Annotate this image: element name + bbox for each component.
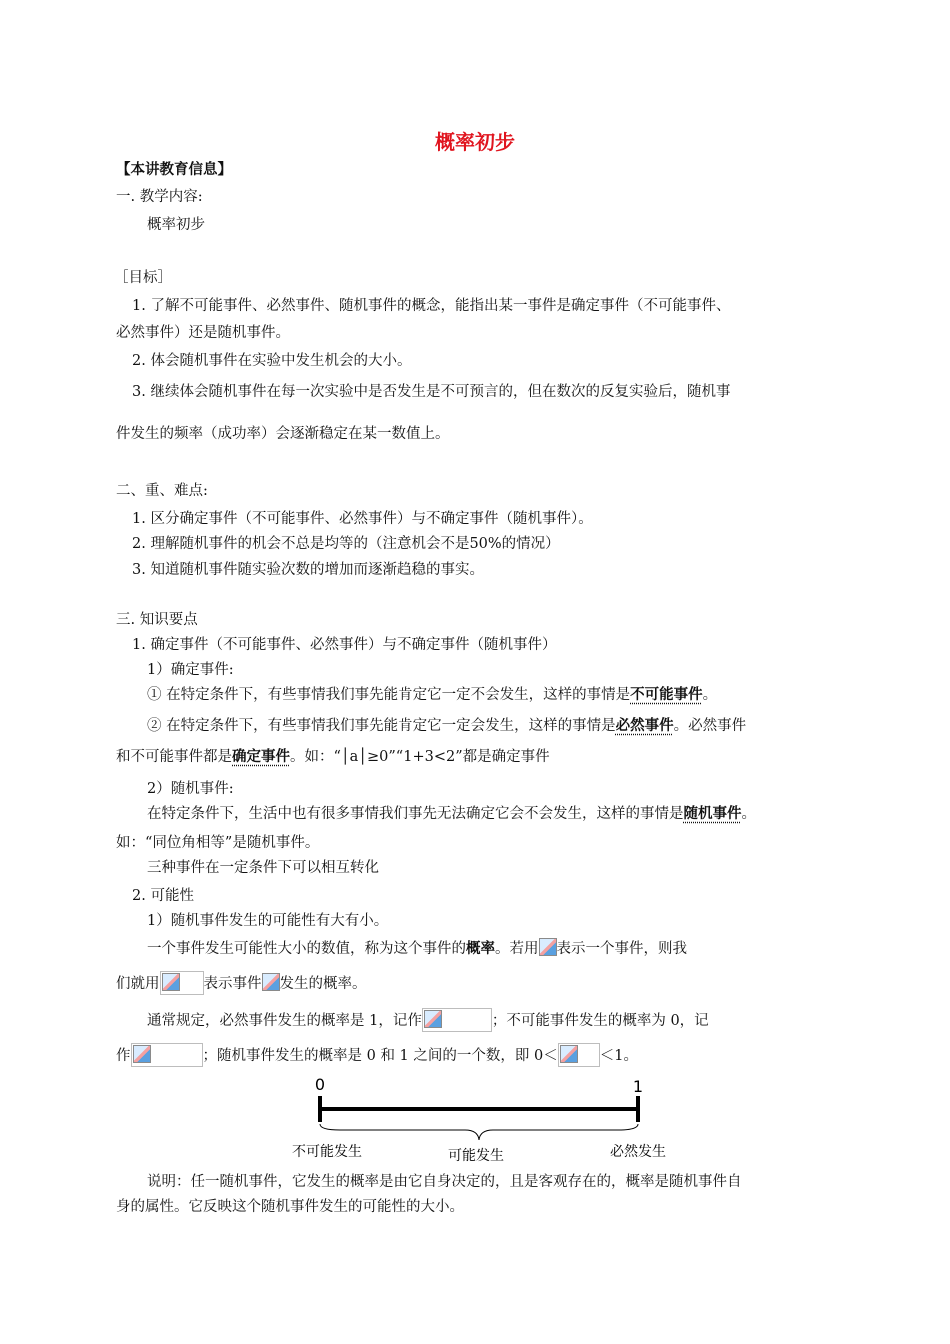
broken-image-icon [424,1010,442,1028]
text: 。若用 [495,941,539,957]
page-title: 概率初步 [435,130,515,154]
broken-image-icon [262,973,280,991]
text: 表示事件 [203,976,262,992]
label-impossible: 不可能发生 [292,1144,362,1160]
random-event-line-3: 三种事件在一定条件下可以相互转化 [147,860,379,876]
goals-heading: ［目标］ [114,270,172,286]
text: 。如：“│a│≥0”“1+3<2”都是确定事件 [290,749,550,765]
probability-line-1 [147,938,687,959]
text: ；不可能事件发生的概率为 0，记 [491,1013,709,1029]
text: ；随机事件发生的概率是 0 和 1 之间的一个数，即 0＜ [202,1048,558,1064]
text: 。 [702,687,718,703]
label-possible: 可能发生 [448,1148,504,1164]
text: 。 [741,806,756,822]
key-point-3: 3. 知道随机事件随实验次数的增加而逐渐趋稳的事实。 [132,562,484,578]
term-determined-event: 确定事件 [232,749,290,765]
certain-event-line-3 [116,747,550,767]
knowledge-2: 2. 可能性 [132,888,194,904]
probability-line-4 [116,1043,638,1067]
knowledge-2-1: 1）随机事件发生的可能性有大有小。 [147,913,389,929]
text: ＜1。 [599,1048,638,1064]
formula-placeholder [558,1043,600,1067]
section-3-heading: 三. 知识要点 [116,612,198,628]
text: 作 [116,1048,131,1064]
broken-image-icon [162,973,180,991]
note-line-1: 说明：任一随机事件，它发生的概率是由它自身决定的，且是客观存在的，概率是随机事件自 [147,1174,742,1190]
text: 发生的概率。 [279,976,367,992]
term-random-event: 随机事件 [683,806,742,822]
note-line-2: 身的属性。它反映这个随机事件发生的可能性的大小。 [116,1199,464,1215]
term-impossible-event: 不可能事件 [630,687,703,703]
key-point-2: 2. 理解随机事件的机会不总是均等的（注意机会不是50%的情况） [132,536,560,552]
formula-placeholder [422,1008,492,1032]
brace [320,1124,638,1140]
key-point-1: 1. 区分确定事件（不可能事件、必然事件）与不确定事件（随机事件）。 [132,511,593,527]
text: 在特定条件下，生活中也有很多事情我们事先无法确定它会不会发生，这样的事情是 [147,806,684,822]
goal-2: 2. 体会随机事件在实验中发生机会的大小。 [132,353,412,369]
broken-image-icon [560,1045,578,1063]
text: 和不可能事件都是 [116,749,232,765]
text: 一个事件发生可能性大小的数值，称为这个事件的 [147,941,466,957]
certain-event-line-2 [147,716,746,736]
text: ② 在特定条件下，有些事情我们事先能肯定它一定会发生，这样的事情是 [147,718,616,734]
certain-event-line-1 [147,685,717,705]
goal-1-line-2: 必然事件）还是随机事件。 [116,325,290,341]
probability-line-2 [116,971,367,995]
tick-label-0: 0 [314,1075,326,1094]
knowledge-1: 1. 确定事件（不可能事件、必然事件）与不确定事件（随机事件） [132,637,557,653]
term-certain-event: 必然事件 [615,718,674,734]
random-event-line-1 [147,804,756,824]
text: ① 在特定条件下，有些事情我们事先能肯定它一定不会发生，这样的事情是 [147,687,631,703]
random-event-line-2: 如：“同位角相等”是随机事件。 [116,835,320,851]
probability-number-line [280,1072,700,1164]
broken-image-icon [133,1045,151,1063]
tick-label-1: 1 [632,1077,644,1096]
label-certain: 必然发生 [610,1144,666,1160]
section-2-heading: 二、重、难点: [116,483,208,499]
goal-3-line-1: 3. 继续体会随机事件在每一次实验中是否发生是不可预言的，但在数次的反复实验后，随机事 [132,384,731,400]
goal-3-line-2: 件发生的频率（成功率）会逐渐稳定在某一数值上。 [116,426,450,442]
section-header: 【本讲教育信息】 [116,162,232,178]
formula-placeholder [160,971,204,995]
text: 们就用 [116,976,160,992]
broken-image-icon [539,938,557,956]
text: 表示一个事件，则我 [556,941,687,957]
goal-1-line-1: 1. 了解不可能事件、必然事件、随机事件的概念，能指出某一事件是确定事件（不可能事件、 [132,298,731,314]
section-1-content: 概率初步 [147,217,205,233]
probability-line-3 [147,1008,709,1032]
formula-placeholder [131,1043,203,1067]
text: 。必然事件 [673,718,747,734]
knowledge-1-2: 2）随机事件: [147,781,234,797]
section-1-heading: 一. 教学内容: [116,189,203,205]
knowledge-1-1: 1）确定事件: [147,662,234,678]
text: 通常规定，必然事件发生的概率是 1，记作 [147,1013,422,1029]
term-probability: 概率 [466,941,495,957]
